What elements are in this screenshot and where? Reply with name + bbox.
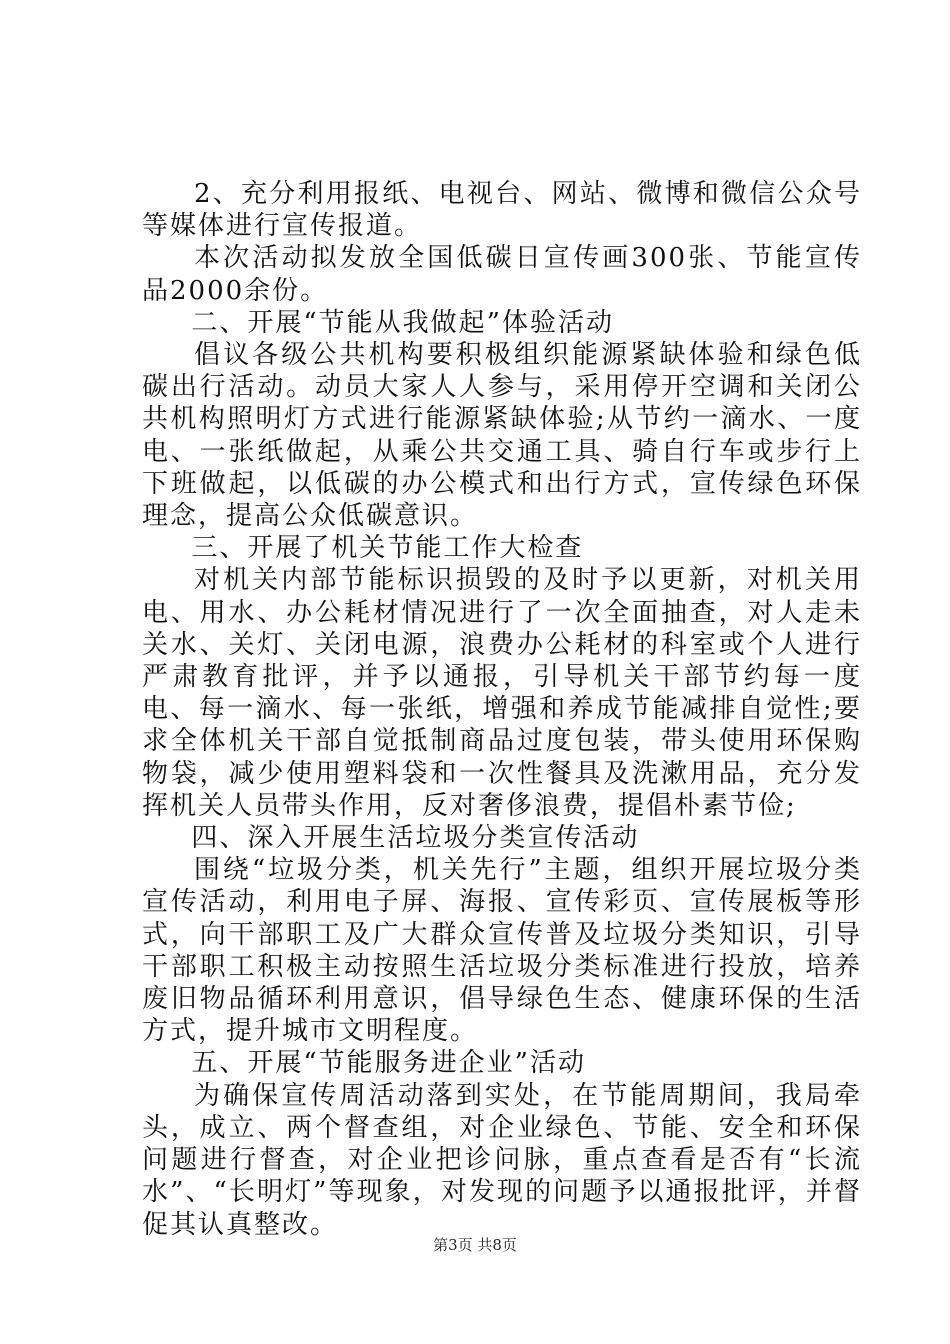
section-heading-3: 三、开展了机关节能工作大检查 <box>191 533 584 564</box>
page-number: 第3页 共8页 <box>433 1236 517 1254</box>
section-heading-5: 五、开展“节能服务进企业”活动 <box>191 1048 586 1079</box>
paragraph-materials-count: 本次活动拟发放全国低碳日宣传画300张、节能宣传品2000余份。 <box>142 243 862 306</box>
document-body <box>142 178 862 1241</box>
paragraph-section-4: 围绕“垃圾分类，机关先行”主题，组织开展垃圾分类宣传活动，利用电子屏、海报、宣传彩页、宣传展板等形式，向干部职工及广大群众宣传普及垃圾分类知识，引导干部职工积极主动按照生活垃圾分类标准进行投放，培养废旧物品循环利用意识，倡导绿色生态、健康环保的生活方式，提升城市文明程度。 <box>142 855 862 1047</box>
section-heading-4: 四、深入开展生活垃圾分类宣传活动 <box>191 823 640 854</box>
paragraph-section-2: 倡议各级公共机构要积极组织能源紧缺体验和绿色低碳出行活动。动员大家人人参与，采用停开空调和关闭公共机构照明灯方式进行能源紧缺体验;从节约一滴水、一度电、一张纸做起，从乘公共交通工具、骑自行车或步行上下班做起，以低碳的办公模式和出行方式，宣传绿色环保理念，提高公众低碳意识。 <box>142 340 862 532</box>
paragraph-section-3: 对机关内部节能标识损毁的及时予以更新，对机关用电、用水、办公耗材情况进行了一次全面抽查，对人走未关水、关灯、关闭电源，浪费办公耗材的科室或个人进行严肃教育批评，并予以通报，引导机关干部节约每一度电、每一滴水、每一张纸，增强和养成节能减排自觉性;要求全体机关干部自觉抵制商品过度包装，带头使用环保购物袋，减少使用塑料袋和一次性餐具及洗漱用品，充分发挥机关人员带头作用，反对奢侈浪费，提倡朴素节俭; <box>142 565 862 821</box>
section-heading-2: 二、开展“节能从我做起”体验活动 <box>191 307 614 338</box>
paragraph-section-5: 为确保宣传周活动落到实处，在节能周期间，我局牵头，成立、两个督查组，对企业绿色、节能、安全和环保问题进行督查，对企业把诊问脉，重点查看是否有“长流水”、“长明灯”等现象，对发现的问题予以通报批评，并督促其认真整改。 <box>142 1080 862 1240</box>
paragraph-media-promotion: 2、充分利用报纸、电视台、网站、微博和微信公众号等媒体进行宣传报道。 <box>142 179 862 242</box>
